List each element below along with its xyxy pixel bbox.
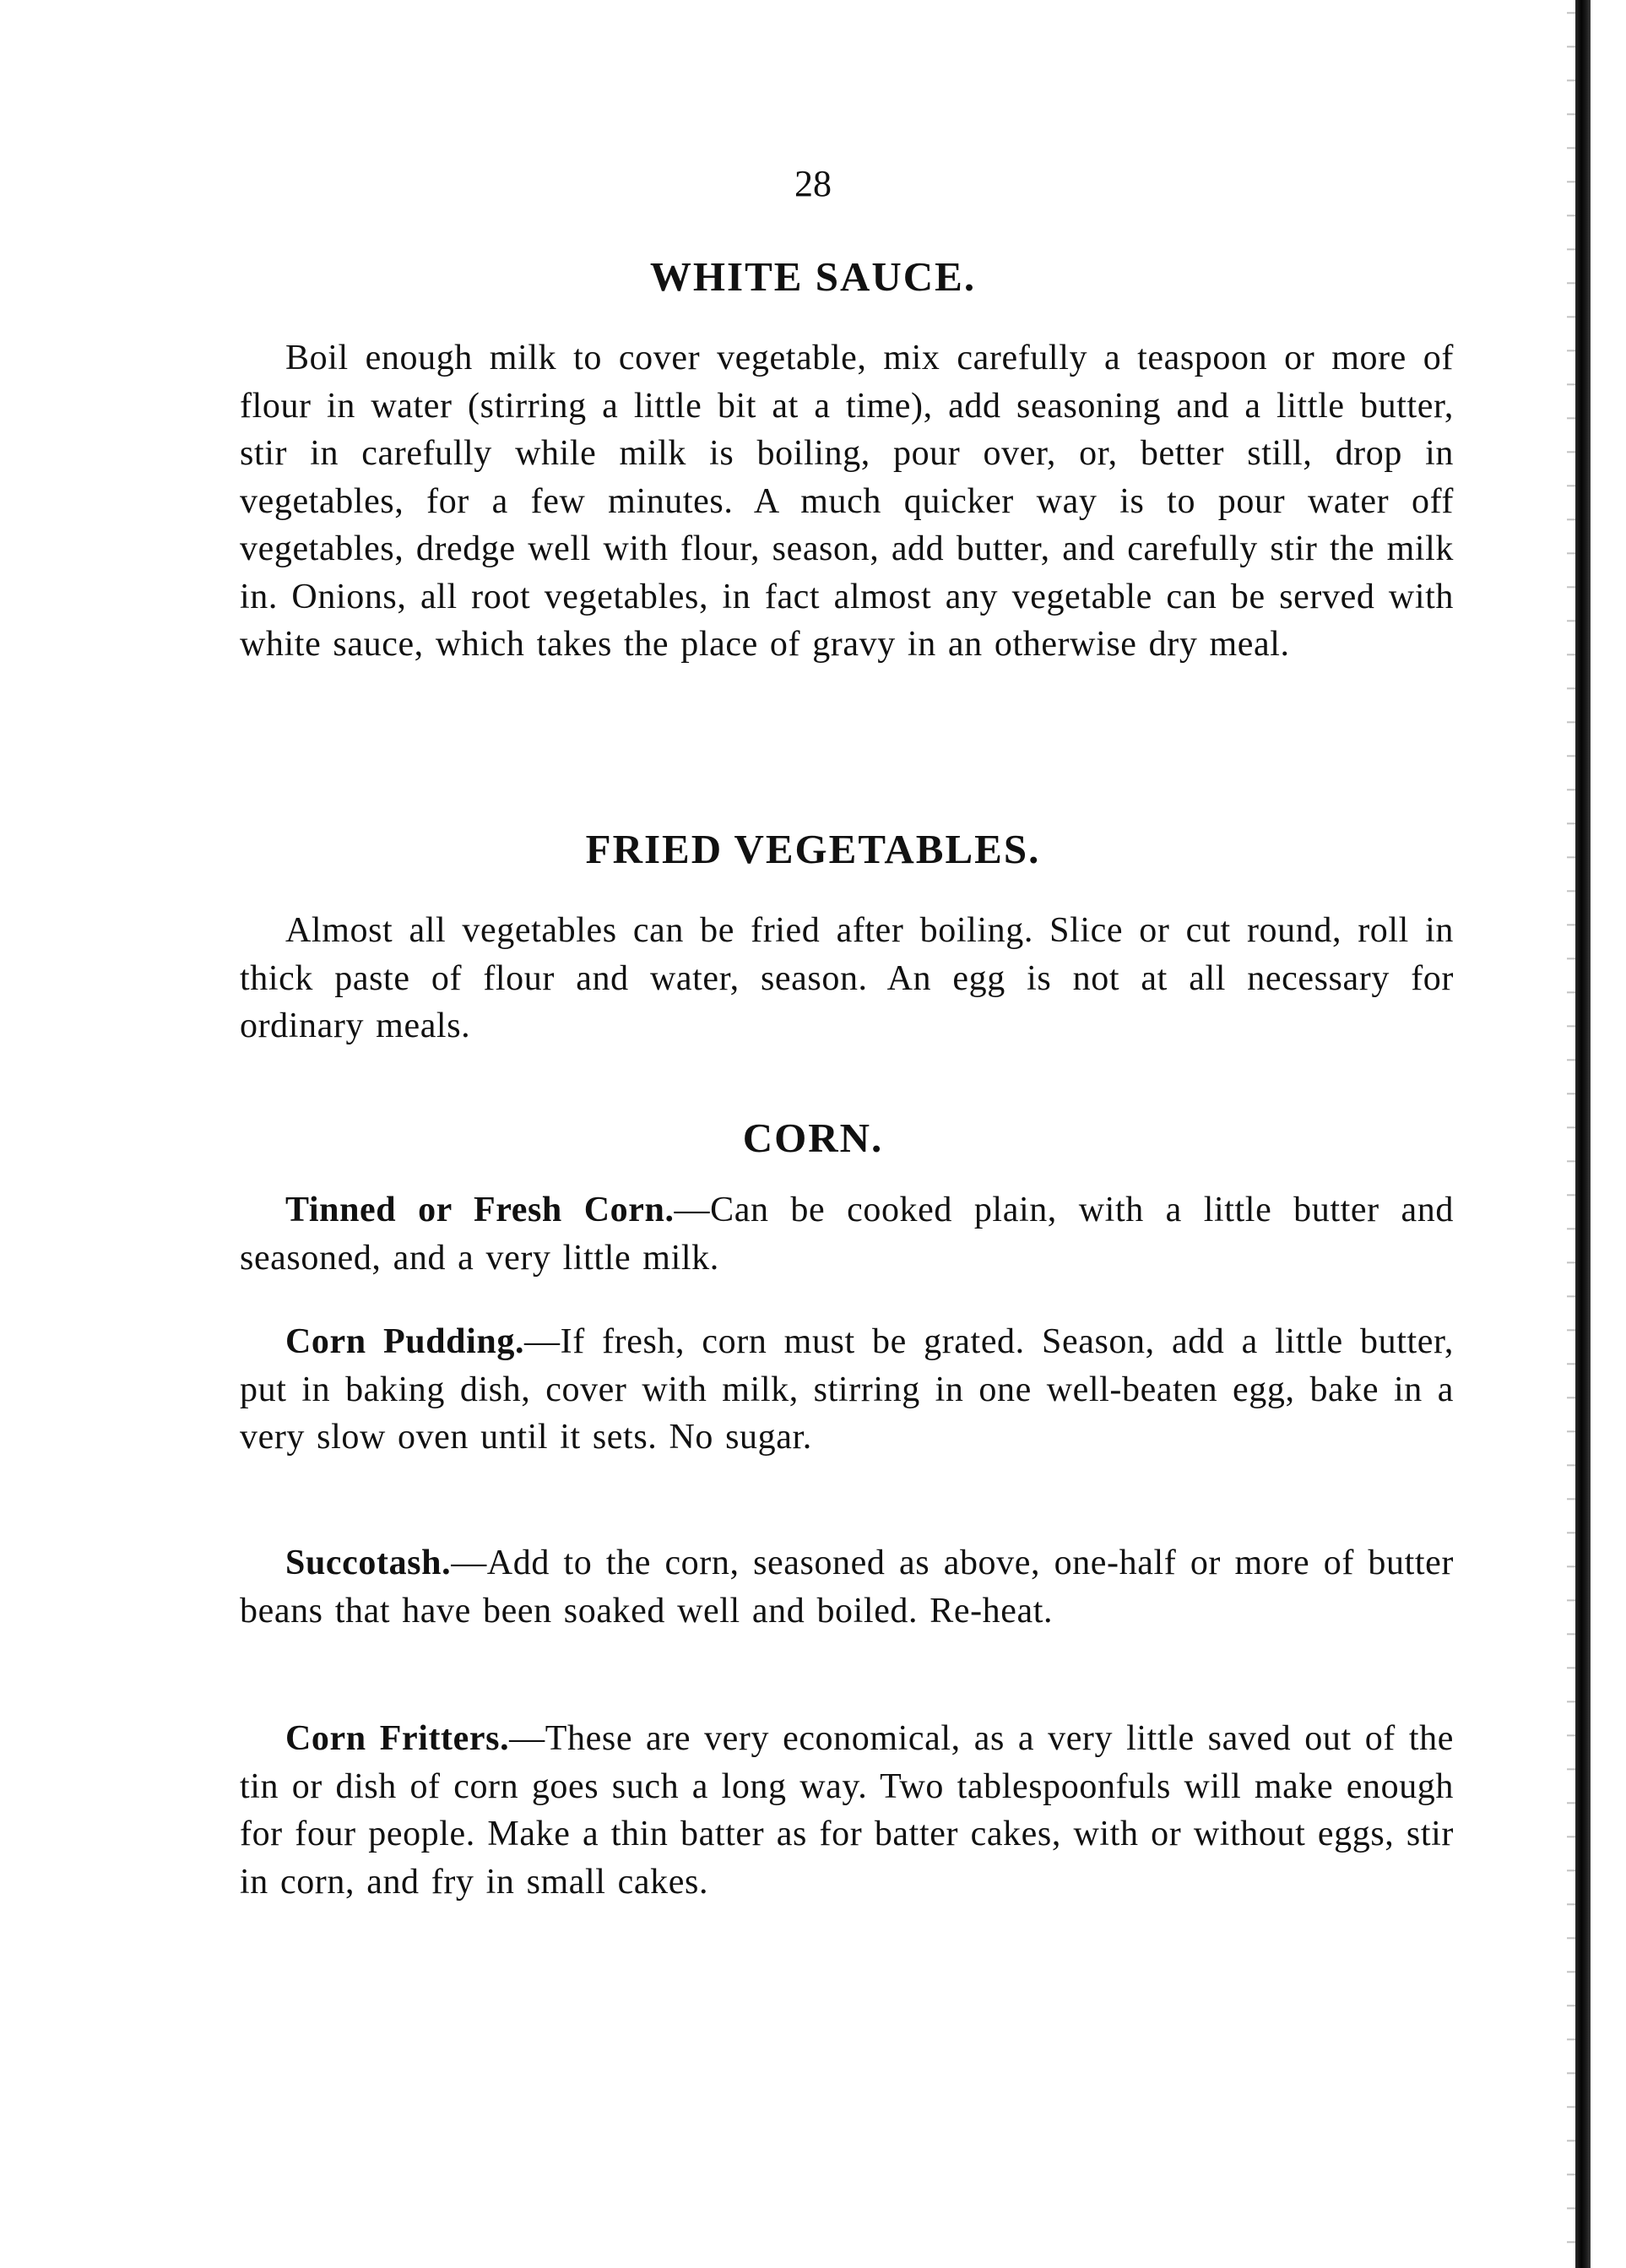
corn-heading: CORN. (742, 1115, 884, 1161)
fried-vegetables-heading: FRIED VEGETABLES. (585, 826, 1041, 872)
corn-entry-corn-pudding (240, 1318, 1454, 1462)
entry-title: Tinned or Fresh Corn. (285, 1191, 675, 1229)
fried-vegetables-body: Almost all vegetables can be fried after boiling. Slice or cut round, roll in thick paste of flour and water, season. An egg is not at all necessary for ordinary meals. (240, 911, 1454, 1045)
entry-title: Corn Pudding. (285, 1322, 525, 1361)
entry-title: Corn Fritters. (285, 1719, 510, 1758)
page-number: 28 (794, 163, 832, 204)
fried-vegetables-paragraph (240, 907, 1454, 1050)
corn-entry-succotash (240, 1539, 1454, 1635)
entry-text: —If fresh, corn must be grated. Season, add a little butter, put in baking dish, cover with milk, stirring in one well-beaten egg, bake in a very slow oven until it sets. No sugar. (240, 1322, 1454, 1457)
white-sauce-body: Boil enough milk to cover vegetable, mix carefully a teaspoon or more of flour in water (stirring a little bit at a time), add seasoning and a little butter, stir in carefully while milk is boiling, pour over, or, better still, drop in vegetables, for a few minutes. A much quicker way is to pour water off vegetables, dredge well with flour, season, add butter, and carefully stir the milk in. Onions, all root vegetables, in fact almost any vegetable can be served with white sauce, which takes the place of gravy in an otherwise dry meal. (240, 339, 1454, 664)
entry-title: Succotash. (285, 1544, 452, 1582)
entry-text: —Add to the corn, seasoned as above, one-half or more of butter beans that have been soaked well and boiled. Re-heat. (240, 1544, 1454, 1630)
white-sauce-heading: WHITE SAUCE. (649, 253, 977, 300)
entry-text: —These are very economical, as a very little saved out of the tin or dish of corn goes such a long way. Two tablespoonfuls will make enough for four people. Make a thin batter as for batter cakes, with or without eggs, stir in corn, and fry in small cakes. (240, 1719, 1454, 1902)
corn-entry-corn-fritters (240, 1715, 1454, 1906)
entry-text: —Can be cooked plain, with a little butter and seasoned, and a very little milk. (240, 1191, 1454, 1278)
white-sauce-paragraph (240, 334, 1454, 669)
corn-entry-tinned-or-fresh (240, 1186, 1454, 1282)
